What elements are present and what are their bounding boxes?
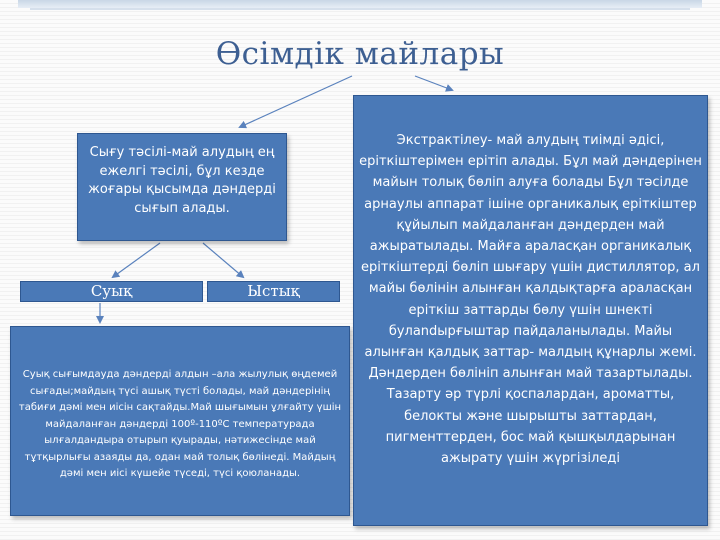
cold-pressing-description-text: Суық сығымдауда дәндерді алдын –ала жылулық өңдемей сығады;майдың түсі ашық түсті болады, май дәндерінің табиғи дәмі мен иісін сақтайды.Май шығымын ұлғайту үшін майдаланған дәндерді 100º-110ºС температурада ылғалдандыра отырып қуырады, нәтижесінде май тұтқырлығы азаяды да, одан май толық бөлінеді. Майдың дәмі мен иісі күшейе түседі, түсі қоюланады. bbox=[18, 369, 342, 479]
pressing-method-text: Сығу тәсілі-май алудың ең ежелгі тәсілі, бұл кезде жоғары қысымда дәндерді сығып алады. bbox=[88, 145, 276, 216]
extraction-method-text: Экстрактілеу- май алудың тиімді әдісі, еріткіштерімен ерітіп алады. Бұл май дәндерінен майын толық бөліп алуға болады Бұл тәсілде арнаулы аппарат ішіне органикалық еріткіштер құйылып майдаланған дәндерден май ажыратылады. Майға араласқан органикалық еріткіштерді бөліп шығару үшін дистиллятор, ал майы бөлінін алынған қалдықтарға араласқан еріткіш заттарды бөлу үшін шнекті булandырғыштар пайдаланылады. Майы алынған қалдық заттар- малдың құнарлы жемі. Дәндерден бөлініп алынған май тазартылады. Тазарту әр түрлі қоспалардан, ароматты, белокты және шырышты заттардан, пигменттерден, бос май қышқылдарынан ажырату үшін жүргізіледі bbox=[359, 133, 702, 467]
slide-title: Өсімдік майлары bbox=[215, 36, 505, 72]
hot-pressing-label-box bbox=[207, 281, 340, 302]
cold-pressing-label-box bbox=[20, 281, 203, 302]
hot-pressing-label: Ыстық bbox=[247, 282, 300, 300]
arrow-title-to-method bbox=[240, 76, 352, 127]
arrow-title-to-extraction bbox=[415, 76, 452, 90]
pressing-method-box bbox=[77, 133, 287, 241]
cold-pressing-label: Суық bbox=[90, 282, 133, 300]
arrow-method-to-cold bbox=[113, 243, 160, 277]
cold-pressing-description-box bbox=[10, 326, 350, 516]
extraction-method-box bbox=[353, 95, 708, 526]
arrow-method-to-hot bbox=[203, 243, 243, 277]
